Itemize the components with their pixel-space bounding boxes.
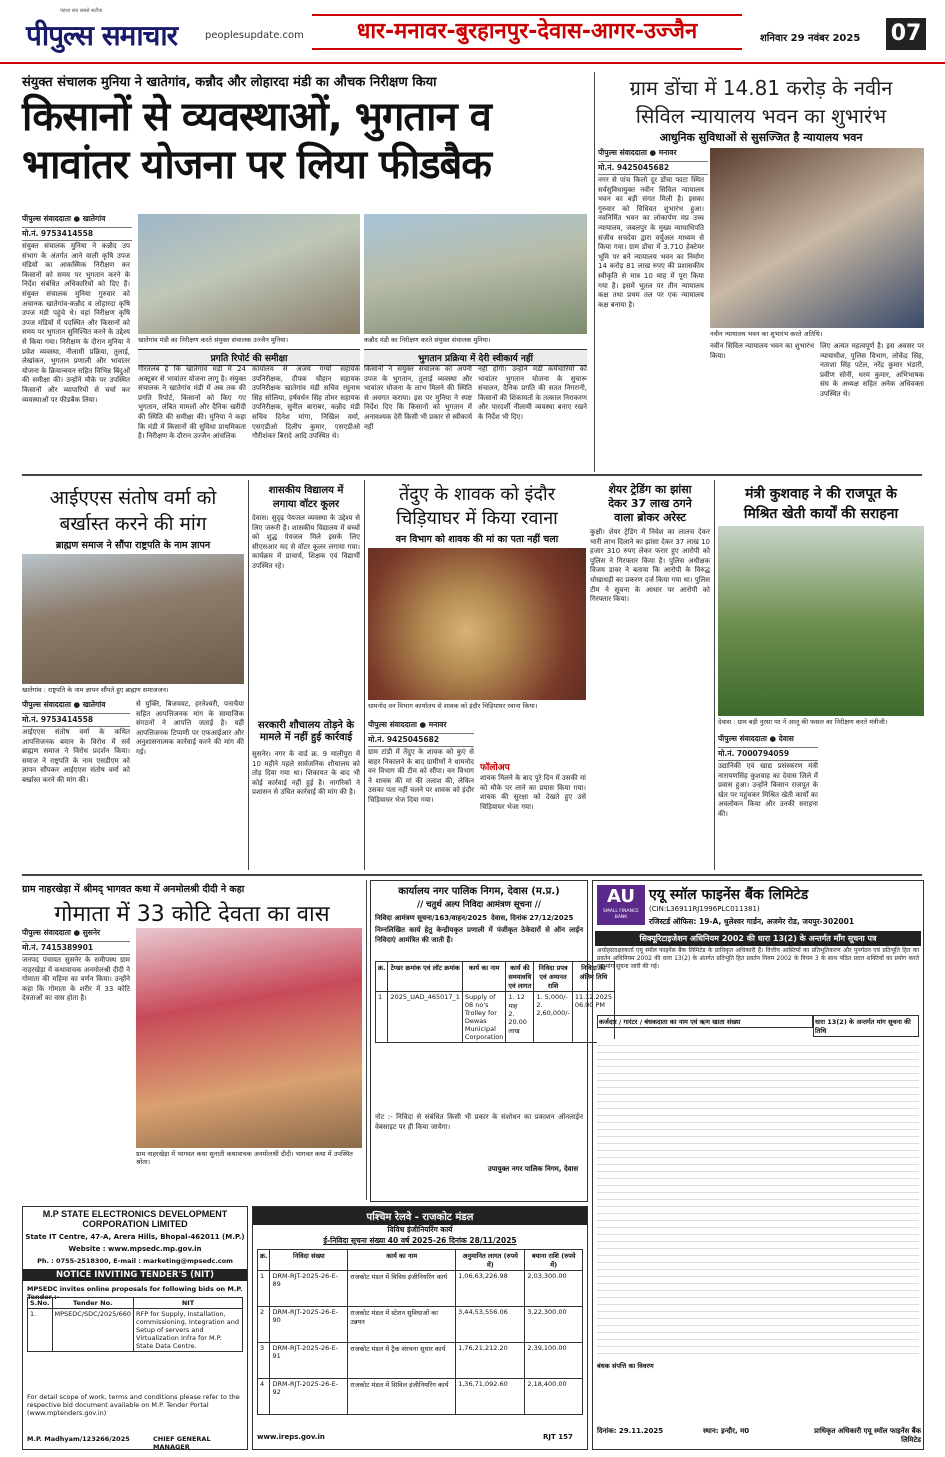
au-address: रजिस्टर्ड ऑफिस: 19-A, धुलेश्वर गार्डन, अजमेर रोड, जयपुर-302001: [649, 917, 855, 926]
tender1-cell: Supply of 08 no's Trolley for Dewas Municipal Corporation: [462, 992, 505, 1043]
railway-cell: 3: [258, 1343, 270, 1379]
mpsedc-cell: RFP for Supply, Installation, commissioning, Integration and Setup of servers and Virtualization Infra for M.P. State Data Centre.: [134, 1309, 243, 1352]
leopard-headline-1: तेंदुए के शावक को इंदौर: [398, 484, 556, 505]
tender1-note: नोट :- निविदा से संबंधित किसी भी प्रकार के संशोधन का प्रकाशन ऑनलाईन वेबसाइट पर ही किया जायेगा।: [375, 1113, 583, 1131]
tender1-cell: 11.12.2025 06.00 PM: [572, 992, 614, 1043]
court-col-2: नवीन सिविल न्यायालय भवन का शुभारंभ किया।: [710, 342, 814, 360]
court-photo: [710, 148, 924, 328]
railway-sub: विविध इंजीनियरिंग कार्य: [387, 1225, 453, 1234]
share-headline-2: देकर 37 लाख ठगने: [608, 497, 692, 510]
mpsedc-tender: [22, 1206, 248, 1450]
cooler-headline-1: शासकीय विद्यालय में: [268, 485, 344, 496]
lead-col-4: किसानों ने संयुक्त संचालक को अपनी उपज के भुगतान, तुलाई व्यवस्था और भावांतर योजना के लाभ मिलने की स्थिति से अवगत कराया। इस पर मुनिया ने स्पष्ट निर्देश दिए कि किसानों को भुगतान में अनावश्यक देरी किसी भी प्रकार से स्वीकार्य नहीं: [364, 365, 473, 431]
au-logo-box: [597, 885, 645, 925]
mpsedc-website[interactable]: Website : www.mpsedc.mp.gov.in: [68, 1245, 202, 1253]
tender1-th: टेण्डर क्रमांक एवं लॉट क्रमांक: [388, 962, 462, 992]
lead-mobile: मो.नं. 9753414558: [22, 227, 132, 241]
railway-cell: राजकोट मंडल में विविध इंजीनियरिंग कार्य: [348, 1271, 456, 1307]
tender1-sub: // चतुर्थ अल्प निविदा आमंत्रण सूचना //: [416, 900, 542, 910]
toilet-headline: सरकारी शौचालय तोड़ने के मामले में नहीं हुई कार्रवाई: [257, 720, 355, 743]
lead-col-3: कार्यालय से अजय गर्ग्या सहायक उपनिरीक्षक, दीपक चौहान सहायक उपनिरीक्षक खातेगांव मंडी सचिव रघुनाथ सिंह सोलिया, हर्षवर्धन सिंह तोमर सहायक उपनिरीक्षक, सुनील बाराबर, कन्नौद मंडी सचिव दिनेश मांगा, निखिल वर्मा, एसएडीओ दिलीप कुमार, एसएडीओ गौरीशंकर बिरादे आदि उपस्थित थे।: [252, 365, 360, 441]
railway-cell: DRM-RJT-2025-26-E-92: [270, 1379, 348, 1415]
railway-cell: DRM-RJT-2025-26-E-91: [270, 1343, 348, 1379]
minister-headline-2: मिश्रित खेती कार्यों की सराहना: [743, 506, 899, 522]
minister-photo: [718, 526, 924, 716]
railway-cell: 3,44,53,556.06: [456, 1307, 525, 1343]
railway-cell: 1,76,21,212.20: [456, 1343, 525, 1379]
share-story: [590, 480, 710, 870]
bhagwat-caption: ग्राम नाहरखेड़ा में भागवत कथा सुनाती कथावाचक अनमोलश्री दीदी। भागवत कथा में उपस्थित श्रोता।: [136, 1150, 353, 1166]
tender1-th: निविदा प्रपत्र एवं अमानत राशि: [534, 962, 572, 992]
lead-photo-2: [364, 214, 587, 334]
ias-byline: पीपुल्स संवाददाता ● खातेगांव: [22, 700, 106, 709]
railway-cell: DRM-RJT-2025-26-E-90: [270, 1307, 348, 1343]
ias-body: आईएएस संतोष वर्मा के कथित आपत्तिजनक बयान के विरोध में सर्व ब्राह्मण समाज ने विरोध प्रदर्शन किया। समाज ने राष्ट्रपति के नाम एसडीएम को ज्ञापन सौंपकर आईएएस संतोष वर्मा को बर्खास्त करने की मांग की।: [22, 728, 130, 784]
ias-body-2: से युक्ति, बिजयवट, हरनेश्वरी, पनाचैया सहित आपत्तिजनक मांग के सामाजिक संगठनों ने आपत्ति जताई है। वहीं आपत्तिजनक टिप्पणी पर एफआईआर और अनुशासनात्मक कार्रवाई करने की मांग की गई।: [136, 700, 244, 756]
bhagwat-photo: [136, 928, 362, 1148]
cooler-headline-2: लगाया वॉटर कूलर: [272, 499, 340, 510]
tender1-th: कार्य की समयावधि एवं लागत: [506, 962, 534, 992]
share-headline-3: वाला ब्रोकर अरेस्ट: [614, 511, 686, 524]
paper-logo: पीपुल्स समाचार: [26, 19, 178, 52]
minister-body: उद्यानिकी एवं खाद्य प्रसंस्करण मंत्री नारायणसिंह कुशवाह का देवास जिले में प्रवास हुआ। उन्होंने किसान राजपूत के खेत पर पहुंचकर मिश्रित खेती कार्यों का अवलोकन किया और उनकी सराहना की।: [718, 762, 818, 818]
mpsedc-title: M.P STATE ELECTRONICS DEVELOPMENT CORPORATION LIMITED: [42, 1209, 228, 1229]
lead-photo-1: [138, 214, 360, 334]
mpsedc-th: Tender No.: [52, 1298, 134, 1309]
minister-caption: देवास : ग्राम बड़ी नुरसा पर नें आलू की फसल का निरीक्षण करते मंत्रीजी।: [718, 718, 888, 726]
leopard-body-2: शावक मिलने के बाद पूरे दिन में उसकी मां को मौके पर लाने का प्रयास किया गया। शावक की सुरक्षा को देखते हुए उसे चिड़ियाघर भेजा गया।: [480, 774, 586, 811]
mpsedc-invite: MPSEDC invites online proposals for following bids on M.P. Tender :-: [27, 1285, 243, 1301]
leopard-body: ग्राम टांडी में तेंदुए के शावक को कुएं से बाहर निकालने के बाद ग्रामीणों ने धामनोद वन विभाग की टीम को सौंपा। वन विभाग ने शावक की मां की तलाश की, लेकिन उसका पता नहीं चलने पर शावक को इंदौर चिड़ियाघर भेज दिया गया।: [368, 748, 474, 804]
masthead: [0, 0, 945, 64]
au-entries: [597, 1039, 919, 1359]
minister-mobile: मो.नं. 7000794059: [718, 747, 818, 761]
table-row: [258, 1343, 583, 1379]
tender1-th: कार्य का नाम: [462, 962, 505, 992]
court-headline-1: ग्राम डोंचा में 14.81 करोड़ के नवीन: [629, 76, 893, 100]
bhagwat-headline: गोमाता में 33 कोटि देवता का वास: [54, 902, 330, 927]
au-logo-sub: SMALL FINANCE BANK: [603, 909, 639, 920]
lead-headline-1: किसानों से व्यवस्थाओं, भुगतान व: [22, 94, 491, 140]
logo-tagline: पहला सच सबसे सटीक: [60, 8, 103, 14]
railway-th: बयाना राशि (रुपये में): [525, 1250, 583, 1271]
tender1-sign: उपायुक्त नगर पालिक निगम, देवास: [487, 1165, 579, 1173]
ias-headline-1: आईएएस संतोष वर्मा को: [49, 487, 217, 509]
railway-th: कार्य का नाम: [348, 1250, 456, 1271]
ias-mobile: मो.नं. 9753414558: [22, 713, 130, 727]
au-header-3: बंधक संपत्ति का विवरण: [597, 1362, 654, 1370]
tender1-cell: 2025_UAD_465017_1: [388, 992, 462, 1043]
court-byline: पीपुल्स संवाददाता ● मनावर: [598, 148, 677, 157]
railway-tender: [252, 1206, 588, 1450]
court-caption: नवीन न्यायालय भवन का शुभारंभ करते अतिथि।: [710, 330, 823, 338]
leopard-mobile: मो.नं. 9425045682: [368, 733, 474, 747]
ias-story: [22, 480, 244, 870]
railway-cell: 2,39,100.00: [525, 1343, 583, 1379]
au-logo: AU: [607, 886, 635, 907]
railway-cell: 2,03,300.00: [525, 1271, 583, 1307]
tender1-ref: निविदा आमंत्रण सूचना/163/वाहन/2025: [375, 914, 488, 922]
court-subhead: आधुनिक सुविधाओं से सुसज्जित है न्यायालय भवन: [659, 131, 863, 144]
tender1-th: निविदा की अंतिम तिथि: [572, 962, 614, 992]
share-headline-1: शेयर ट्रेडिंग का झांसा: [608, 483, 692, 496]
table-row: [258, 1271, 583, 1307]
region-banner: धार-मनावर-बुरहानपुर-देवास-आगर-उज्जैन: [312, 14, 742, 50]
mpsedc-notice: NOTICE INVITING TENDER'S (NIT): [23, 1269, 247, 1281]
site-url[interactable]: peoplesupdate.com: [205, 30, 304, 41]
bhagwat-story: [22, 880, 362, 1200]
au-title: एयू स्मॉल फाइनेंस बैंक लिमिटेड: [649, 887, 809, 903]
lead-col-5: नहीं होगी। उन्होंने मंडी कर्मचारियों को भावांतर भुगतान योजना के सुचारू संचालन, दैनिक प्रगति की सतत निगरानी, किसानों की शिकायतों के तत्काल निराकरण और पारदर्शी नीलामी व्यवस्था बनाए रखने के निर्देश भी दिए।: [478, 365, 587, 421]
railway-cell: राजकोट मंडल में ट्रैक संरचना सुधार कार्य: [348, 1343, 456, 1379]
tender1-body: निम्नलिखित कार्य हेतु केन्द्रीयकृत प्रणाली में पंजीकृत ठेकेदारों से ऑन लाईन निविदाएं आमंत्रित की जाती हैं।: [375, 926, 583, 944]
table-row: [258, 1379, 583, 1415]
cooler-body: देवास। सुदृढ़ पेयजल व्यवस्था के उद्देश्य से लिए जरूरी है। शासकीय विद्यालय में बच्चों को शुद्ध पेयजल मिले इसके लिए सीएसआर मद से वॉटर कूलर लगाया गया। कार्यक्रम में प्राचार्य, शिक्षक एवं विद्यार्थी उपस्थित रहे।: [252, 514, 360, 570]
ias-subhead: ब्राह्मण समाज ने सौंपा राष्ट्रपति के नाम ज्ञापन: [55, 540, 211, 551]
railway-cell: 4: [258, 1379, 270, 1415]
court-headline-2: सिविल न्यायालय भवन का शुभारंभ: [635, 104, 887, 128]
lead-story: [22, 72, 587, 470]
au-place: स्थान: इन्दौर, म0: [703, 1427, 750, 1435]
railway-cell: 2: [258, 1307, 270, 1343]
lead-byline: पीपुल्स संवाददाता ● खातेगांव: [22, 214, 106, 223]
railway-cell: 2,18,400.00: [525, 1379, 583, 1415]
lead-caption-1: खातेगांव मंडी का निरीक्षण करते संयुक्त संचालक उज्जैन मुनिया।: [138, 336, 289, 344]
railway-th: निविदा संख्या: [270, 1250, 348, 1271]
minister-byline: पीपुल्स संवाददाता ● देवास: [718, 734, 794, 743]
court-story: [598, 72, 924, 470]
tender1-cell: 1. 12 माह 2. 20.00 लाख: [506, 992, 534, 1043]
leopard-story: [368, 480, 586, 870]
lead-kicker: संयुक्त संचालक मुनिया ने खातेगांव, कन्नौद और लोहारदा मंडी का औचक निरीक्षण किया: [22, 75, 437, 90]
tender1-title: कार्यालय नगर पालिक निगम, देवास (म.प्र.): [398, 886, 560, 897]
lead-subhead-payment: भुगतान प्रक्रिया में देरी स्वीकार्य नहीं: [364, 349, 587, 366]
lead-headline-2: भावांतर योजना पर लिया फीडबैक: [22, 142, 492, 188]
railway-th: क्र.: [258, 1250, 270, 1271]
mpsedc-th: S.No.: [28, 1298, 53, 1309]
railway-cell: राजकोट मंडल में स्टेशन सुविधाओं का उन्नयन: [348, 1307, 456, 1343]
table-row: [376, 992, 615, 1043]
tender1-cell: 1: [376, 992, 388, 1043]
mpsedc-address: State IT Centre, 47-A, Arera Hills, Bhopal-462011 (M.P.): [25, 1233, 245, 1241]
minister-story: [718, 480, 924, 870]
au-body: अधोहस्ताक्षरकर्ता एयू स्मॉल फाइनेंस बैंक लिमिटेड के प्राधिकृत अधिकारी हैं। वित्तीय आस्तियों का प्रतिभूतिकरण और पुनर्गठन एवं प्रतिभूति हित का प्रवर्तन अधिनियम 2002 की धारा 13(2) के अंतर्गत प्रतिभूति हित प्रवर्तन नियम 2002 के नियम 3 के साथ पठित प्रदत्त शक्तियों का प्रयोग करते हुए मांग सूचना जारी की गई।: [597, 947, 919, 970]
lead-col-2: गौरतलब है कि खातेगांव मंडी में 24 अक्टूबर से भावांतर योजना लागू है। संयुक्त संचालक ने खातेगांव मंडी में अब तक की प्रगति रिपोर्ट, किसानों को किए गए भुगतान, लंबित मामलों और दैनिक खरीदी की स्थिति की समीक्षा की। मुनिया ने कहा कि मंडी में किसानों की सुविधा प्राथमिकता है। निरीक्षण के दौरान उज्जैन आंचलिक: [138, 365, 246, 441]
railway-footer-code: RJT 157: [543, 1433, 573, 1441]
railway-cell: 1: [258, 1271, 270, 1307]
tender1-date: देवास, दिनांक 27/12/2025: [491, 914, 574, 922]
tender1-th: क्र.: [376, 962, 388, 992]
lead-subhead-progress: प्रगति रिपोर्ट की समीक्षा: [138, 349, 360, 366]
railway-th: अनुमानित लागत (रुपये में): [456, 1250, 525, 1271]
leopard-photo: [368, 548, 586, 700]
issue-date: शनिवार 29 नवंबर 2025: [760, 33, 861, 44]
railway-header-row: [258, 1250, 583, 1271]
au-notice-title: सिक्यूरिटाइजेशन अधिनियम 2002 की धारा 13(2) के अन्तर्गत माँग सूचना पत्र: [595, 931, 921, 946]
table-row: [258, 1307, 583, 1343]
ias-photo: [22, 554, 244, 684]
court-mobile: मो.नं. 9425045682: [598, 161, 708, 175]
tender1-cell: 1. 5,000/- 2. 2,60,000/-: [534, 992, 572, 1043]
share-body: कुक्षी। शेयर ट्रेडिंग में निवेश का लालच देकर भारी लाभ दिलाने का झांसा देकर 37 लाख 10 हजार 310 रुपए लेकर फरार हुए आरोपी को पुलिस ने गिरफ्तार किया है। पुलिस अधीक्षक विजय डावर ने बताया कि आरोपी के विरुद्ध धोखाधड़ी का प्रकरण दर्ज किया गया था। पुलिस टीम ने सूचना के आधार पर आरोपी को गिरफ्तार किया।: [590, 528, 710, 604]
page-number: 07: [886, 18, 926, 50]
leopard-byline: पीपुल्स संवाददाता ● मनावर: [368, 720, 447, 729]
bhagwat-body: जनपद पंचायत सुसनेर के समीपस्थ ग्राम नाहरखेड़ा में कथावाचक अनमोलश्री दीदी ने गोमाता की महिमा का वर्णन किया। उन्होंने कहा कि गोमाता के शरीर में 33 कोटि देवताओं का वास होता है।: [22, 956, 130, 1003]
au-header-1: कर्जदार / गारंटर / बंधकदाता का नाम एवं ऋण खाता संख्या: [597, 1015, 813, 1028]
au-date: दिनांक: 29.11.2025: [597, 1427, 664, 1435]
railway-cell: DRM-RJT-2025-26-E-89: [270, 1271, 348, 1307]
mpsedc-phone: Ph. : 0755-2518300, E-mail : marketing@mpsedc.com: [37, 1257, 233, 1265]
lead-caption-2: कन्नौद मंडी का निरीक्षण करते संयुक्त संचालक मुनिया।: [364, 336, 491, 344]
municipal-tender: [370, 880, 613, 1202]
bhagwat-byline: पीपुल्स संवाददाता ● सुसनेर: [22, 928, 101, 937]
au-header-2: धारा 13(2) के अन्तर्गत मांग सूचना की तिथि: [813, 1015, 919, 1037]
au-sign: प्राधिकृत अधिकारी एयू स्मॉल फाइनेंस बैंक लिमिटेड: [814, 1427, 921, 1444]
court-col-1: नगर से पांच किलो दूर डोंचा फाटा स्थित सर्वसुविधायुक्त नवीन सिविल न्यायालय भवन का बड़ी संगत मिली है। इसका गुरुवार को विधिवत शुभारंभ हुआ। नवनिर्मित भवन का लोकार्पण मप्र उच्च न्यायालय, जबलपुर के मुख्य न्यायाधिपति संजीव सचदेवा द्वारा वर्चुअल माध्यम से किया गया। ग्राम डोंचा में 3.710 हेक्टेयर भूमि पर बने न्यायालय भवन का निर्माण 14 करोड़ 81 लाख रुपए की प्रशासकीय स्वीकृति से मात्र 10 माह में पूरा किया गया है। इसमें भूतल पर तीन न्यायालय कक्ष तथा प्रथम तल पर एक न्यायालय कक्ष बनाया है।: [598, 176, 704, 309]
railway-table: [257, 1249, 583, 1415]
mpsedc-footer: For detail scope of work, terms and conditions please refer to the respective bid document available on M.P. Tender Portal (www.mptenders.gov.in): [27, 1393, 240, 1417]
bhagwat-kicker: ग्राम नाहरखेड़ा में श्रीमद् भागवत कथा में अनमोलश्री दीदी ने कहा: [22, 884, 245, 895]
tender1-header-row: [376, 962, 615, 992]
leopard-caption: धामनोद वन विभाग कार्यालय से शावक को इंदौर चिड़ियाघर रवाना किया।: [368, 702, 538, 710]
mpsedc-madhyam: M.P. Madhyam/123266/2025: [27, 1435, 130, 1443]
leopard-followup: फॉलोअप: [480, 763, 510, 773]
railway-footer[interactable]: www.ireps.gov.in: [257, 1433, 325, 1441]
railway-cell: 1,36,71,092.60: [456, 1379, 525, 1415]
mpsedc-cell: MPSEDC/SDC/2025/660: [52, 1309, 134, 1352]
railway-title: पश्चिम रेलवे - राजकोट मंडल: [253, 1207, 587, 1225]
tender1-table: [375, 961, 615, 1043]
mpsedc-table: [27, 1297, 243, 1352]
leopard-subhead: वन विभाग को शावक की मां का पता नहीं चला: [395, 534, 559, 545]
minister-headline-1: मंत्री कुशवाह ने की राजपूत के: [745, 486, 897, 502]
ias-caption: खातेगांव : राष्ट्रपति के नाम ज्ञापन सौंपते हुए ब्राह्मण समाजजन।: [22, 686, 169, 694]
bhagwat-mobile: मो.नं. 7415389901: [22, 941, 130, 955]
ias-headline-2: बर्खास्त करने की मांग: [59, 513, 207, 535]
toilet-body: सुसनेर। नगर के वार्ड क्र. 9 मालीपुरा में 10 महीने पहले सार्वजनिक शौचालय को तोड़ दिया गया था। शिकायत के बाद भी कोई कार्रवाई नहीं हुई है। नागरिकों ने प्रशासन से उचित कार्रवाई की मांग की है।: [252, 750, 360, 797]
table-row: [28, 1309, 243, 1352]
railway-ref: ई-निविदा सूचना संख्या 40 वर्ष 2025-26 दिनांक 28/11/2025: [323, 1236, 517, 1245]
cooler-story: [252, 480, 360, 870]
au-cin: (CIN:L36911RJ1996PLC011381): [649, 905, 760, 913]
mpsedc-manager: CHIEF GENERAL MANAGER: [153, 1435, 211, 1451]
leopard-headline-2: चिड़ियाघर में किया रवाना: [396, 508, 558, 529]
lead-body: संयुक्त संचालक मुनिया ने कन्नौद उप संभाग के अंतर्गत आने वाली कृषि उपज मंडियों का आकस्मिक निरीक्षण कर किसानों को समय पर भुगतान करने के निर्देश संबंधित अधिकारियों को दिए हैं। संयुक्त संचालक मुनिया गुरुवार को अचानक खातेगांव-कन्नौद व लोहारदा कृषि उपज मंडी पहुंचे थे। यहां निरीक्षण कृषि उपज मंडियों में पदस्थित और किसानों को समय पर भुगतान सुनिश्चित करने के उद्देश्य से किया गया। निरीक्षण के दौरान मुनिया ने प्रवेश व्यवस्था, नीलामी प्रक्रिया, तुलाई, लेखांकन, भुगतान प्रणाली और भावांतर योजना के क्रियान्वयन सहित विभिन्न बिंदुओं की समीक्षा की। उन्होंने मौके पर उपस्थित किसानों और व्यापारियों से चर्चा कर व्यवस्थाओं पर फीडबैक लिया।: [22, 242, 130, 404]
mpsedc-cell: 1.: [28, 1309, 53, 1352]
mpsedc-th: NIT: [134, 1298, 243, 1309]
court-col-3: लिए अत्यंत महत्वपूर्ण है। इस अवसर पर न्यायाधीश, पुलिस विभाग, लोकेंद्र सिंह, नताशा सिंह पटेल, नरेंद्र कुमार भंडारी, प्रवीण सोनी, धरम कुमार, अभिभाषक संघ के अध्यक्ष सहित अनेक अधिवक्ता उपस्थित थे।: [820, 342, 924, 398]
railway-cell: राजकोट मंडल में सिविल इंजीनियरिंग कार्य: [348, 1379, 456, 1415]
railway-cell: 3,22,300.00: [525, 1307, 583, 1343]
au-bank-notice: [592, 880, 924, 1450]
railway-cell: 1,06,63,226.98: [456, 1271, 525, 1307]
mpsedc-header-row: [28, 1298, 243, 1309]
